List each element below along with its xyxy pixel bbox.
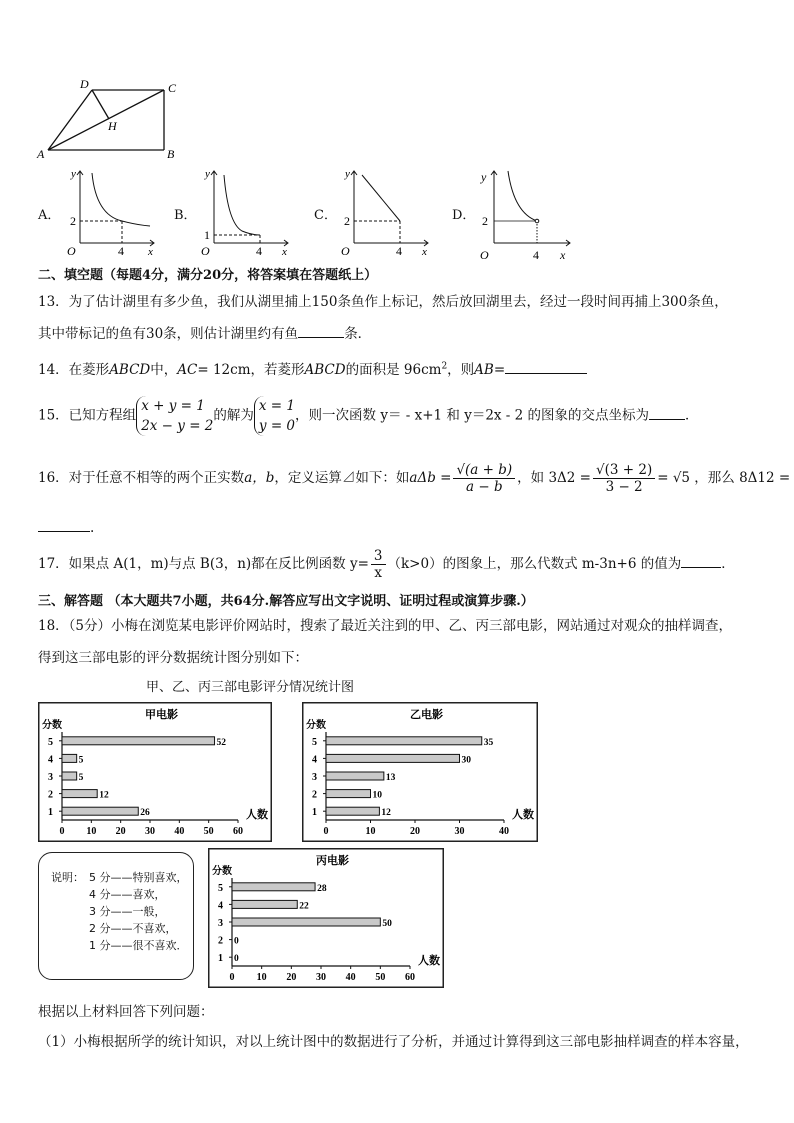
bar-value-label: 50 xyxy=(382,919,392,929)
bar xyxy=(326,737,482,745)
y-tick-label: 3 xyxy=(312,772,317,783)
q15-eq2: 2x − y = 2 xyxy=(141,418,214,434)
x-axis-label: x xyxy=(282,246,287,257)
bar-value-label: 12 xyxy=(99,790,109,801)
section-2-title: 二、填空题（每题4分，满分20分，将答案填在答题纸上） xyxy=(38,268,378,283)
q16-fraction xyxy=(453,462,515,495)
legend-line: 1 分——很不喜欢． xyxy=(89,939,188,952)
q15-text: ． xyxy=(685,407,699,424)
q14-answer-blank[interactable] xyxy=(505,373,587,374)
chart-title: 乙电影 xyxy=(410,709,443,721)
q16-text: 16．对于任意不相等的两个正实数 xyxy=(38,470,245,486)
q16 xyxy=(38,462,790,495)
q13-text-end: 条． xyxy=(344,326,372,342)
x-axis-label: 人数 xyxy=(418,955,440,967)
q17-den: x xyxy=(374,565,383,581)
y-tick-label: 5 xyxy=(218,882,223,894)
legend-line: 5 分——特别喜欢， xyxy=(89,871,188,884)
q16-num2: √(3 + 2) xyxy=(593,462,655,479)
x-tick-label: 40 xyxy=(499,826,509,837)
option-a-graph[interactable] xyxy=(62,165,162,257)
y-tick-label: 3 xyxy=(218,918,223,929)
bar-value-label: 13 xyxy=(385,773,396,783)
x-tick-label: 0 xyxy=(59,826,65,837)
x-tick: 4 xyxy=(256,244,262,257)
q15-solution xyxy=(254,396,295,436)
q16-text: = √5 ，那么 8Δ12 = xyxy=(657,470,791,486)
bar xyxy=(326,754,460,762)
geometry-figure xyxy=(34,76,184,160)
bar xyxy=(62,754,77,762)
q16-vars: a，b xyxy=(244,470,275,486)
bar xyxy=(232,900,297,908)
x-tick: 4 xyxy=(533,248,539,261)
x-tick-label: 40 xyxy=(345,972,356,983)
legend-line: 3 分——一般， xyxy=(89,905,166,918)
q14-text: = 12cm，若菱形 xyxy=(197,362,305,378)
bar xyxy=(326,790,371,798)
bar-value-label: 35 xyxy=(483,737,494,748)
y-tick-label: 2 xyxy=(48,789,53,801)
after-line2: （1）小梅根据所学的统计知识，对以上统计图中的数据进行了分析，并通过计算得到这三部电影抽样调查的样本容量， xyxy=(38,1034,749,1050)
label-A: A xyxy=(37,147,45,160)
q17-text: 17．如果点 A(1，m)与点 B(3，n)都在反比例函数 y= xyxy=(38,556,369,572)
origin-label: O xyxy=(201,244,210,257)
q14-abcd: ABCD xyxy=(109,362,151,378)
q17-num: 3 xyxy=(371,548,386,565)
origin-label: O xyxy=(480,248,489,261)
bar-value-label: 0 xyxy=(234,936,239,947)
x-tick-label: 30 xyxy=(454,826,465,837)
legend-box xyxy=(38,852,194,980)
x-tick-label: 10 xyxy=(365,826,376,837)
q13-text: 其中带标记的鱼有30条，则估计湖里约有鱼 xyxy=(38,326,299,342)
y-tick-label: 5 xyxy=(48,736,53,748)
bar xyxy=(62,807,138,815)
chart-title: 丙电影 xyxy=(316,855,349,867)
option-c-graph[interactable] xyxy=(336,165,436,257)
q17 xyxy=(38,548,735,581)
q15 xyxy=(38,396,699,436)
q14-ac: AC xyxy=(177,362,198,378)
q15-text: ，则一次函数 y＝ - x+1 和 y＝2x - 2 的图象的交点坐标为 xyxy=(295,407,650,424)
x-tick: 4 xyxy=(118,244,124,257)
bar xyxy=(62,772,77,780)
x-axis-label: x xyxy=(560,248,566,261)
x-tick-label: 30 xyxy=(145,826,155,837)
bar-value-label: 28 xyxy=(317,883,327,894)
bar-value-label: 10 xyxy=(372,790,382,801)
bar xyxy=(232,918,380,926)
q15-s1: x = 1 xyxy=(258,398,296,414)
q15-s2: y = 0 xyxy=(258,418,296,434)
option-b-graph[interactable] xyxy=(196,165,296,257)
y-tick: 1 xyxy=(204,228,210,242)
y-tick-label: 1 xyxy=(218,953,223,965)
q17-text: ． xyxy=(721,556,735,572)
q14-text: = xyxy=(493,362,506,378)
y-tick-label: 3 xyxy=(48,772,53,783)
legend-head: 说明： xyxy=(51,871,84,884)
y-tick-label: 5 xyxy=(312,736,317,748)
x-tick-label: 10 xyxy=(86,826,97,837)
x-axis-label: x xyxy=(422,246,427,257)
y-axis-label: y xyxy=(71,168,76,180)
label-H: H xyxy=(108,119,117,133)
option-b-letter[interactable]: B． xyxy=(174,208,197,223)
legend-line: 4 分——喜欢， xyxy=(89,888,166,901)
x-tick-label: 20 xyxy=(410,826,420,837)
option-a-letter[interactable]: A． xyxy=(38,208,61,223)
chart-movie-bing xyxy=(208,848,444,988)
q18-line2: 得到这三部电影的评分数据统计图分别如下： xyxy=(38,650,308,666)
y-tick: 2 xyxy=(482,214,488,228)
y-tick-label: 4 xyxy=(218,900,223,912)
bar-value-label: 52 xyxy=(216,737,227,748)
y-axis-label: y xyxy=(481,170,487,184)
y-tick: 2 xyxy=(344,214,350,228)
x-axis-label: x xyxy=(148,246,153,257)
x-tick-label: 20 xyxy=(286,972,297,983)
q16-end: . xyxy=(90,520,95,536)
origin-label: O xyxy=(67,244,76,257)
y-axis-label: 分数 xyxy=(306,720,326,731)
x-tick-label: 60 xyxy=(233,826,243,837)
q16-fraction-2 xyxy=(593,462,655,495)
bar xyxy=(62,790,97,798)
q16-op: aΔb = xyxy=(409,470,452,486)
y-tick-label: 1 xyxy=(312,807,317,819)
q16-den: a − b xyxy=(466,479,503,495)
label-B: B xyxy=(167,147,175,160)
q15-text: 15．已知方程组 xyxy=(38,407,137,424)
q13-answer-blank[interactable] xyxy=(298,337,344,338)
x-tick-label: 30 xyxy=(316,972,326,983)
q16-line2 xyxy=(38,520,94,536)
q14-ab: AB xyxy=(474,362,494,378)
q14-sup: 2 xyxy=(441,361,448,372)
y-tick-label: 2 xyxy=(312,789,317,801)
x-tick-label: 20 xyxy=(115,826,126,837)
y-axis-label: y xyxy=(345,168,350,180)
q16-text: ，定义运算⊿如下：如 xyxy=(274,470,410,486)
q15-eq1: x + y = 1 xyxy=(141,398,205,414)
q14 xyxy=(38,358,587,378)
section-3-title: 三、解答题 （本大题共7小题，共64分.解答应写出文字说明、证明过程或演算步骤.） xyxy=(38,594,534,609)
q16-num: √(a + b) xyxy=(453,462,515,479)
q13-line2 xyxy=(38,322,371,342)
label-D: D xyxy=(80,77,89,91)
bar-value-label: 26 xyxy=(140,808,150,819)
q17-fraction xyxy=(371,548,386,581)
chart-movie-jia xyxy=(38,702,272,842)
x-tick: 4 xyxy=(396,244,402,257)
bar-value-label: 12 xyxy=(381,808,391,819)
y-tick: 2 xyxy=(70,214,76,228)
q14-text: 的面积是 96cm xyxy=(345,362,442,378)
y-axis-label: 分数 xyxy=(42,720,62,731)
bar-value-label: 0 xyxy=(234,954,239,965)
q18-line1: 18．（5分）小梅在浏览某电影评价网站时，搜索了最近关注到的甲、乙、丙三部电影，网站通过对观众的抽样调查， xyxy=(38,618,733,634)
bar xyxy=(326,807,379,815)
q14-text: 14．在菱形 xyxy=(38,362,110,378)
y-tick-label: 2 xyxy=(218,935,223,947)
option-d-letter[interactable]: D． xyxy=(452,208,476,223)
q15-text: 的解为 xyxy=(213,407,254,424)
y-tick-label: 1 xyxy=(48,807,53,819)
label-C: C xyxy=(168,81,177,95)
q16-text: ，如 3Δ2 = xyxy=(517,470,591,486)
x-axis-label: 人数 xyxy=(246,809,268,821)
bar-value-label: 22 xyxy=(299,901,309,912)
q15-system xyxy=(136,396,213,436)
x-tick-label: 0 xyxy=(323,826,329,837)
chart-title: 甲电影 xyxy=(145,709,178,721)
y-tick-label: 4 xyxy=(48,754,53,766)
bar-value-label: 5 xyxy=(78,755,84,766)
after-line1: 根据以上材料回答下列问题： xyxy=(38,1004,214,1020)
q13-line1: 13．为了估计湖里有多少鱼，我们从湖里捕上150条鱼作上标记，然后放回湖里去，经过一段时间再捕上300条鱼， xyxy=(38,294,728,310)
origin-label: O xyxy=(341,244,350,257)
q14-text: 中， xyxy=(150,362,178,378)
x-tick-label: 0 xyxy=(229,972,235,983)
x-tick-label: 40 xyxy=(174,826,185,837)
y-axis-label: 分数 xyxy=(212,866,232,877)
q17-text: （k>0）的图象上，那么代数式 m-3n+6 的值为 xyxy=(387,556,682,572)
chart-movie-yi xyxy=(302,702,538,842)
q17-answer-blank[interactable] xyxy=(681,567,721,568)
y-tick-label: 4 xyxy=(312,754,317,766)
x-tick-label: 60 xyxy=(405,972,415,983)
x-tick-label: 50 xyxy=(375,972,386,983)
option-c-letter[interactable]: C． xyxy=(314,208,337,223)
bar-value-label: 5 xyxy=(78,773,84,783)
q16-answer-blank[interactable] xyxy=(38,531,90,532)
q14-text: ，则 xyxy=(447,362,475,378)
q14-abcd: ABCD xyxy=(304,362,346,378)
x-tick-label: 50 xyxy=(203,826,214,837)
q16-den2: 3 − 2 xyxy=(605,479,643,495)
legend-line: 2 分——不喜欢， xyxy=(89,922,177,935)
bar-value-label: 30 xyxy=(461,755,471,766)
x-axis-label: 人数 xyxy=(512,809,534,821)
y-axis-label: y xyxy=(205,168,210,180)
x-tick-label: 10 xyxy=(256,972,267,983)
bar xyxy=(326,772,384,780)
option-d-graph[interactable] xyxy=(474,165,578,261)
bar xyxy=(232,883,315,891)
q15-answer-blank[interactable] xyxy=(649,419,685,420)
stats-title: 甲、乙、丙三部电影评分情况统计图 xyxy=(146,680,355,695)
bar xyxy=(62,737,215,745)
